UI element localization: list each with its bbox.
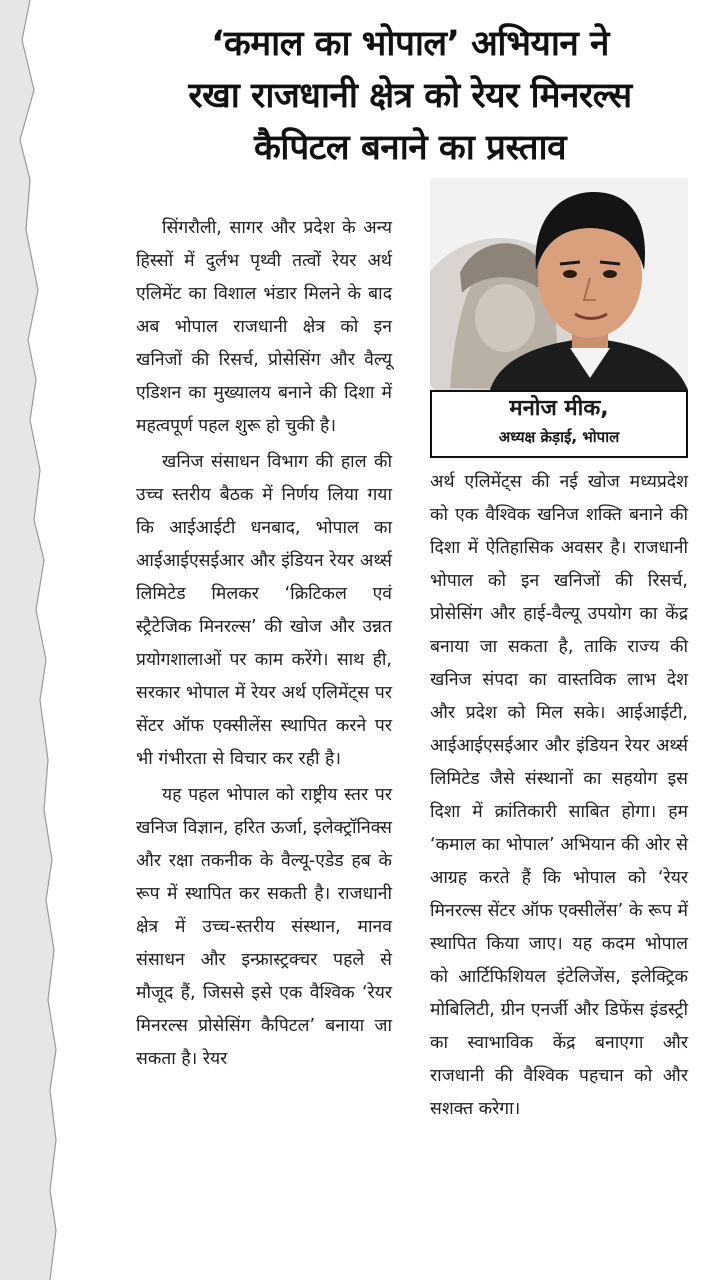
left-paragraph-1: सिंगरौली, सागर और प्रदेश के अन्य हिस्सों में दुर्लभ पृथ्वी तत्वों रेयर अर्थ एलिमेंट का विशाल भंडार मिलने के बाद अब भोपाल राजधानी क्षेत्र को इन खनिजों की रिसर्च, प्रोसेसिंग और वैल्यू एडिशन का मुख्यालय बनाने की दिशा में महत्वपूर्ण पहल शुरू हो चुकी है। <box>136 218 392 436</box>
headline <box>120 18 700 174</box>
article-right-column <box>430 466 688 1129</box>
left-paragraph-3: यह पहल भोपाल को राष्ट्रीय स्तर पर खनिज विज्ञान, हरित ऊर्जा, इलेक्ट्रॉनिक्स और रक्षा तकनीक के वैल्यू-एडेड हब के रूप में स्थापित कर सकती है। राजधानी क्षेत्र में उच्च-स्तरीय संस्थान, मानव संसाधन और इन्फ्रास्ट्रक्चर पहले से मौजूद हैं, जिससे इसे एक वैश्विक ‘रेयर मिनरल्स प्रोसेसिंग कैपिटल’ बनाया जा सकता है। रेयर <box>136 785 392 1069</box>
portrait-photo <box>430 178 688 390</box>
article-left-column <box>136 212 392 1079</box>
portrait-illustration <box>430 178 688 390</box>
headline-line-1: ‘कमाल का भोपाल’ अभियान ने <box>211 24 609 64</box>
photo-caption <box>430 390 688 458</box>
left-paragraph-2: खनिज संसाधन विभाग की हाल की उच्च स्तरीय बैठक में निर्णय लिया गया कि आईआईटी धनबाद, भोपाल का आईआईएसईआर और इंडियन रेयर अर्थ्स लिमिटेड मिलकर ‘क्रिटिकल एवं स्ट्रैटेजिक मिनरल्स’ की खोज और उन्नत प्रयोगशालाओं पर काम करेंगे। साथ ही, सरकार भोपाल में रेयर अर्थ एलिमेंट्स पर सेंटर ऑफ एक्सीलेंस स्थापित करने पर भी गंभीरता से विचार कर रही है। <box>136 452 392 769</box>
right-paragraph-1: अर्थ एलिमेंट्स की नई खोज मध्यप्रदेश को एक वैश्विक खनिज शक्ति बनाने की दिशा में ऐतिहासिक अवसर है। राजधानी भोपाल को इन खनिजों की रिसर्च, प्रोसेसिंग और हाई-वैल्यू उपयोग का केंद्र बनाया जा सकता है, ताकि राज्य की खनिज संपदा का वास्तविक लाभ देश और प्रदेश को मिल सके। आईआईटी, आईआईएसईआर और इंडियन रेयर अर्थ्स लिमिटेड जैसे संस्थानों का सहयोग इस दिशा में क्रांतिकारी साबित होगा। हम ‘कमाल का भोपाल’ अभियान की ओर से आग्रह करते हैं कि भोपाल को ‘रेयर मिनरल्स सेंटर ऑफ एक्सीलेंस’ के रूप में स्थापित किया जाए। यह कदम भोपाल को आर्टिफिशियल इंटेलिजेंस, इलेक्ट्रिक मोबिलिटी, ग्रीन एनर्जी और डिफेंस इंडस्ट्री का स्वाभाविक केंद्र बनाएगा और राजधानी की वैश्विक पहचान को और सशक्त करेगा। <box>430 472 688 1119</box>
headline-line-2: रखा राजधानी क्षेत्र को रेयर मिनरल्स <box>188 76 632 116</box>
caption-title: अध्यक्ष क्रेड़ाई, भोपाल <box>498 428 620 446</box>
caption-name: मनोज मीक, <box>509 396 609 421</box>
quote-photo-box <box>430 178 688 462</box>
torn-paper-edge <box>0 0 60 1280</box>
headline-line-3: कैपिटल बनाने का प्रस्ताव <box>253 128 567 168</box>
